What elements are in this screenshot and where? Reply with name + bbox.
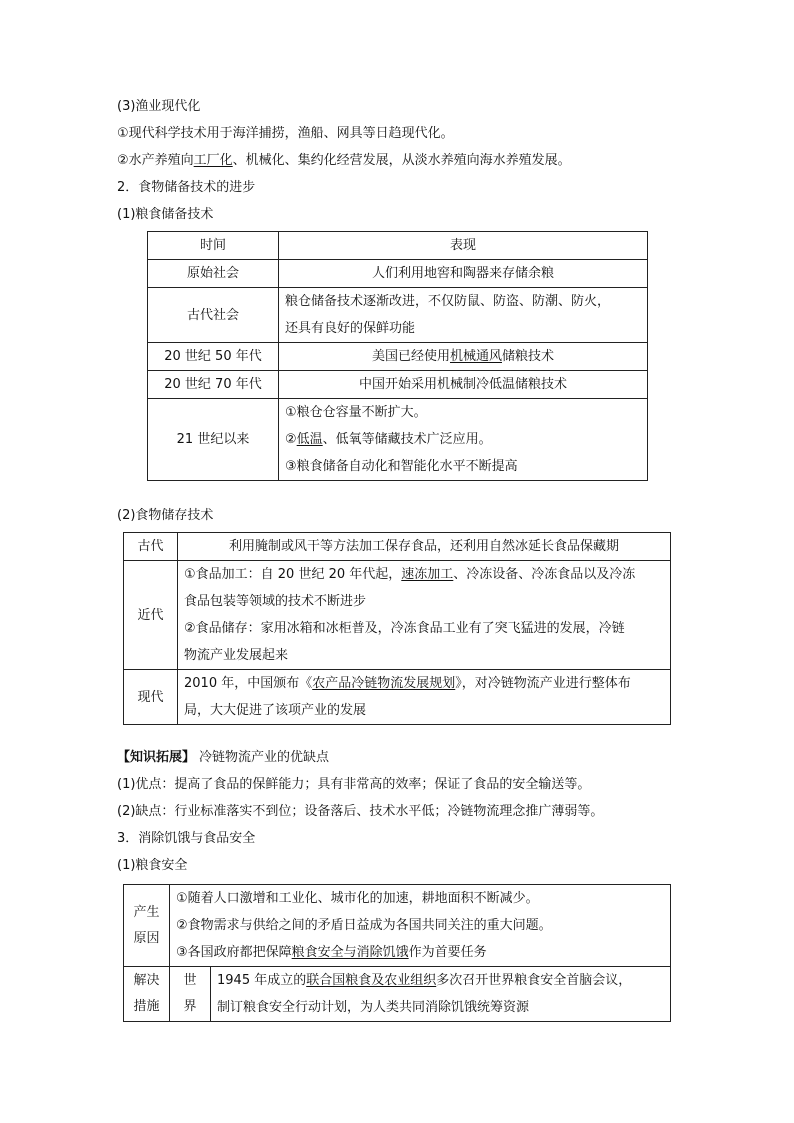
table-row: 现代 2010 年，中国颁布《农产品冷链物流发展规划》，对冷链物流产业进行整体布 局，大大促进了该项产业的发展 [124, 670, 671, 725]
fishery-point-1: ①现代科学技术用于海洋捕捞，渔船、网具等日趋现代化。 [117, 126, 454, 141]
header-time: 时间 [148, 232, 279, 260]
food-storage-heading: (2)食物储存技术 [117, 508, 214, 523]
fishery-heading: (3)渔业现代化 [117, 99, 201, 114]
food-storage-table [123, 532, 671, 725]
extension-tag: 【知识拓展】 [117, 750, 196, 765]
fishery-point-2: ②水产养殖向工厂化、机械化、集约化经营发展，从淡水养殖向海水养殖发展。 [117, 153, 571, 168]
table-row [148, 232, 648, 260]
table-row: 古代社会 粮仓储备技术逐渐改进，不仅防鼠、防盗、防潮、防火， 还具有良好的保鲜功能 [148, 288, 648, 343]
food-security-table [123, 884, 671, 1022]
extension-title: 冷链物流产业的优缺点 [199, 750, 330, 765]
table-row: 产生 原因 ①随着人口激增和工业化、城市化的加速，耕地面积不断减少。 ②食物需求与供给之间的矛盾日益成为各国共同关注的重大问题。 ③各国政府都把保障粮食安全与消除饥饿作为首要任务 [124, 885, 671, 967]
table-row: 解决 措施 世 界 1945 年成立的联合国粮食及农业组织多次召开世界粮食安全首脑会议， 制订粮食安全行动计划，为人类共同消除饥饿统筹资源 [124, 967, 671, 1022]
table-row: 20 世纪 70 年代 中国开始采用机械制冷低温储粮技术 [148, 371, 648, 399]
section-2-heading: 2．食物储备技术的进步 [117, 180, 256, 195]
table-row: 原始社会 人们利用地窖和陶器来存储余粮 [148, 260, 648, 288]
food-security-heading: (1)粮食安全 [117, 858, 188, 873]
table-row: 21 世纪以来 ①粮仓仓容量不断扩大。 ②低温、低氧等储藏技术广泛应用。 ③粮食储备自动化和智能化水平不断提高 [148, 399, 648, 481]
header-desc: 表现 [279, 232, 648, 260]
knowledge-extension [117, 749, 329, 767]
table-row: 近代 ①食品加工：自 20 世纪 20 年代起，速冻加工、冷冻设备、冷冻食品以及冷冻 食品包装等领域的技术不断进步 ②食品储存：家用冰箱和冰柜普及，冷冻食品工业有了突飞猛进的发展，冷链 物流产业发展起来 [124, 561, 671, 670]
table-row: 古代 利用腌制或风干等方法加工保存食品，还利用自然冰延长食品保藏期 [124, 533, 671, 561]
extension-pros: (1)优点：提高了食品的保鲜能力；具有非常高的效率；保证了食品的安全输送等。 [117, 777, 591, 792]
grain-storage-table [147, 231, 648, 481]
section-3-heading: 3．消除饥饿与食品安全 [117, 831, 256, 846]
extension-cons: (2)缺点：行业标准落实不到位；设备落后、技术水平低；冷链物流理念推广薄弱等。 [117, 804, 604, 819]
grain-storage-heading: (1)粮食储备技术 [117, 207, 214, 222]
table-row: 20 世纪 50 年代 美国已经使用机械通风储粮技术 [148, 343, 648, 371]
